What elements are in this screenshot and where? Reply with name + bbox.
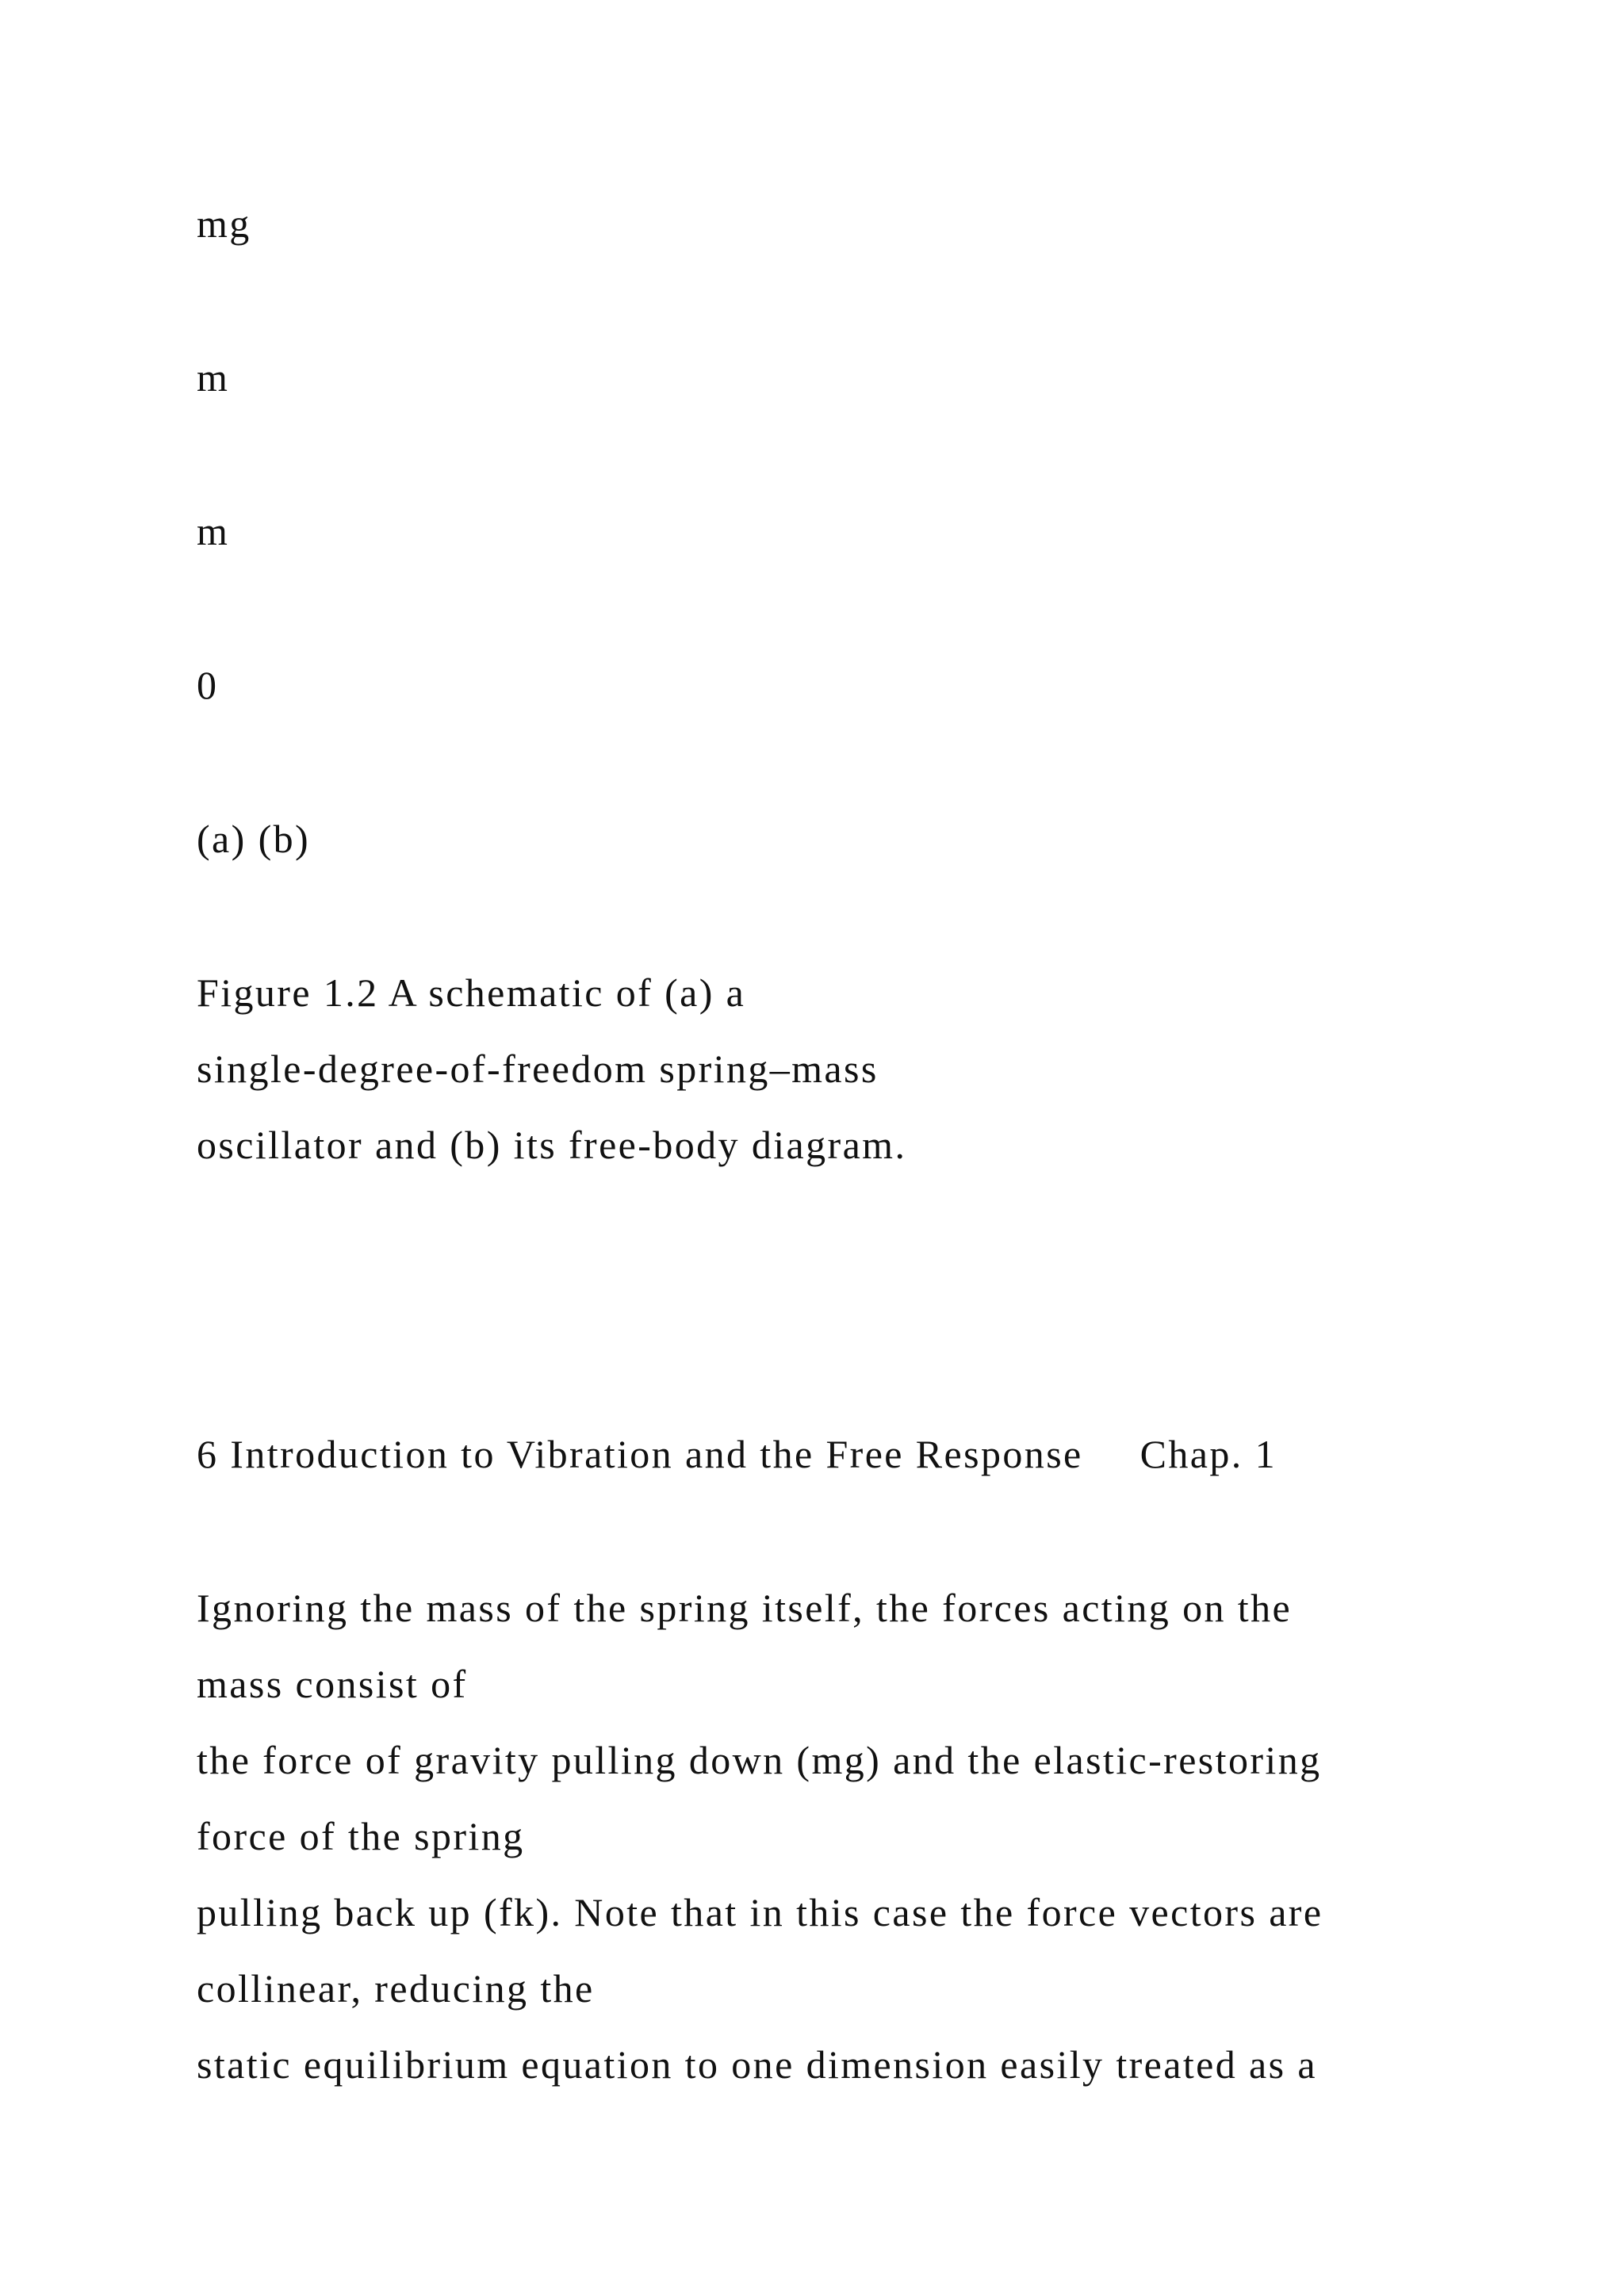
body-line-5: pulling back up (fk). Note that in this case the force vectors are	[197, 1890, 1323, 1934]
figure-caption-line-1: Figure 1.2 A schematic of (a) a	[197, 970, 746, 1015]
body-line-2: mass consist of	[197, 1662, 468, 1706]
running-header-chapter: Chap. 1	[1139, 1432, 1277, 1476]
running-header-title: 6 Introduction to Vibration and the Free Response	[197, 1432, 1083, 1476]
figure-label-mass-a: m	[197, 355, 230, 400]
body-line-1: Ignoring the mass of the spring itself, the forces acting on the	[197, 1586, 1293, 1630]
figure-label-mass-b: m	[197, 509, 230, 553]
body-line-7: static equilibrium equation to one dimension easily treated as a	[197, 2042, 1317, 2087]
figure-label-mg: mg	[197, 201, 251, 246]
figure-label-ab: (a) (b)	[197, 817, 311, 861]
figure-caption-line-2: single-degree-of-freedom spring–mass	[197, 1047, 879, 1091]
body-line-4: force of the spring	[197, 1814, 525, 1858]
figure-label-zero: 0	[197, 663, 219, 707]
body-line-6: collinear, reducing the	[197, 1966, 595, 2011]
body-line-3: the force of gravity pulling down (mg) and the elastic-restoring	[197, 1738, 1322, 1782]
figure-caption-line-3: oscillator and (b) its free-body diagram.	[197, 1123, 907, 1167]
running-header	[197, 1416, 1277, 1492]
